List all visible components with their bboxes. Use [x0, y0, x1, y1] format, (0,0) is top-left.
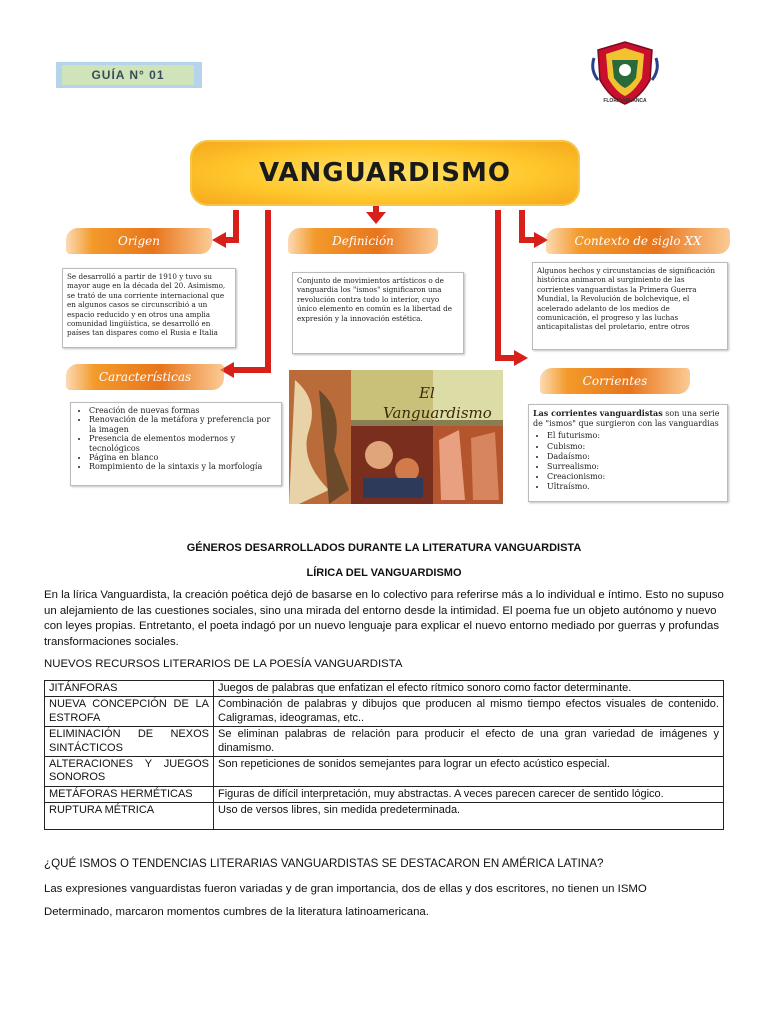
list-item: • Página en blanco	[89, 453, 277, 462]
list-item: • Dadaísmo:	[547, 452, 723, 462]
definicion-text-box: Conjunto de movimientos artísticos o de vanguardia los "ismos" significaron una revolución contra todo lo interior, cuyo único elemento en común es la libertad de expresión y la innovación estética.	[292, 272, 464, 354]
section-heading-lirica: LÍRICA DEL VANGUARDISMO	[306, 567, 462, 579]
recursos-heading: NUEVOS RECURSOS LITERARIOS DE LA POESÍA VANGUARDISTA	[44, 658, 403, 670]
banner-contexto: Contexto de siglo XX	[546, 228, 730, 254]
table-cell-term: JITÁNFORAS	[45, 681, 214, 697]
list-item: • Rompimiento de la sintaxis y la morfología	[89, 462, 277, 471]
table-row	[45, 681, 724, 697]
list-item: • Cubismo:	[547, 442, 723, 452]
table-cell-desc: Combinación de palabras y dibujos que producen al mismo tiempo efectos visuales de contenido. Caligramas, ideogramas, etc..	[214, 697, 724, 727]
lirica-paragraph: En la lírica Vanguardista, la creación poética dejó de basarse en lo colectivo para referirse más a lo individual e íntimo. Esto no supuso un alejamiento de las cuestiones sociales, sino una mirada del entorno desde la intimidad. El poema fue un objeto autónomo y nuevo con leyes propias. Entretanto, el poeta indagó por un nuevo lenguaje para explicar el nuevo entorno mediado por guerras y profundas transformaciones sociales.	[44, 589, 724, 648]
table-row	[45, 757, 724, 787]
table-cell-term: NUEVA CONCEPCIÓN DE LA ESTROFA	[45, 697, 214, 727]
section-heading-generos: GÉNEROS DESARROLLADOS DURANTE LA LITERATURA VANGUARDISTA	[186, 542, 582, 554]
question-heading: ¿QUÉ ISMOS O TENDENCIAS LITERARIAS VANGUARDISTAS SE DESTACARON EN AMÉRICA LATINA?	[44, 857, 604, 870]
concept-map-title-box	[190, 140, 580, 206]
list-item: • El futurismo:	[547, 431, 723, 441]
table-cell-desc: Figuras de difícil interpretación, muy abstractas. A veces parecen carecer de sentido lógico.	[214, 786, 724, 802]
table-cell-desc: Juegos de palabras que enfatizan el efecto rítmico sonoro como factor determinante.	[214, 681, 724, 697]
banner-origen: Origen	[66, 228, 212, 254]
question-line1: Las expresiones vanguardistas fueron variadas y de gran importancia, dos de ellas y dos escritores, no tienen un ISMO	[44, 883, 647, 895]
corrientes-intro	[533, 408, 723, 429]
origen-text-box: Se desarrolló a partir de 1910 y tuvo su mayor auge en la década del 20. Asimismo, se trató de una corriente internacional que en algunos casos se circunscribió a un espacio reducido y en otros una amplia comunidad lingüística, se desarrolló en países tan dispares como el Rusia e Italia	[62, 268, 236, 348]
corrientes-box	[528, 404, 728, 502]
corrientes-intro-bold: Las corrientes vanguardistas	[533, 408, 663, 418]
contexto-text-box: Algunos hechos y circunstancias de significación histórica animaron al surgimiento de las corrientes vanguardistas la Primera Guerra Mundial, la Revolución de bolchevique, el acelerado adelanto de los medios de comunicación, el progreso y las luchas anticapitalistas del proletario, entre otros	[532, 262, 728, 350]
table-row	[45, 786, 724, 802]
caracteristicas-box	[70, 402, 282, 486]
list-item: • Ultraísmo.	[547, 482, 723, 492]
collage-painting-icon	[289, 370, 503, 504]
recursos-table	[44, 680, 724, 830]
table-row	[45, 803, 724, 830]
table-row	[45, 697, 724, 727]
table-cell-desc: Uso de versos libres, sin medida predeterminada.	[214, 803, 724, 830]
banner-corrientes: Corrientes	[540, 368, 690, 394]
table-cell-term: ELIMINACIÓN DE NEXOS SINTÁCTICOS	[45, 727, 214, 757]
art-caption-line1: El	[419, 384, 435, 402]
list-item: • Creación de nuevas formas	[89, 406, 277, 415]
list-item: • Creacionismo:	[547, 472, 723, 482]
corrientes-intro-rest: son una serie de "ismos" que surgieron con las vanguardias	[533, 409, 720, 429]
vanguardismo-artwork	[289, 370, 503, 504]
table-cell-term: ALTERACIONES Y JUEGOS SONOROS	[45, 757, 214, 787]
concept-map-title: VANGUARDISMO	[259, 158, 511, 188]
list-item: • Presencia de elementos modernos y tecnológicos	[89, 434, 277, 453]
table-cell-term: RUPTURA MÉTRICA	[45, 803, 214, 830]
list-item: • Renovación de la metáfora y preferencia por la imagen	[89, 415, 277, 434]
list-item: • Surrealismo:	[547, 462, 723, 472]
table-cell-desc: Se eliminan palabras de relación para producir el efecto de una gran variedad de imágenes y dinamismo.	[214, 727, 724, 757]
banner-definicion: Definición	[288, 228, 438, 254]
guide-label: GUÍA N° 01	[62, 65, 194, 85]
table-row	[45, 727, 724, 757]
table-cell-term: METÁFORAS HERMÉTICAS	[45, 786, 214, 802]
table-cell-desc: Son repeticiones de sonidos semejantes para lograr un efecto acústico especial.	[214, 757, 724, 787]
question-line2: Determinado, marcaron momentos cumbres de la literatura latinoamericana.	[44, 906, 429, 918]
art-caption-line2: Vanguardismo	[383, 404, 492, 422]
crest-caption: FLORIDABLANCA	[603, 98, 647, 104]
banner-caracteristicas: Características	[66, 364, 224, 390]
